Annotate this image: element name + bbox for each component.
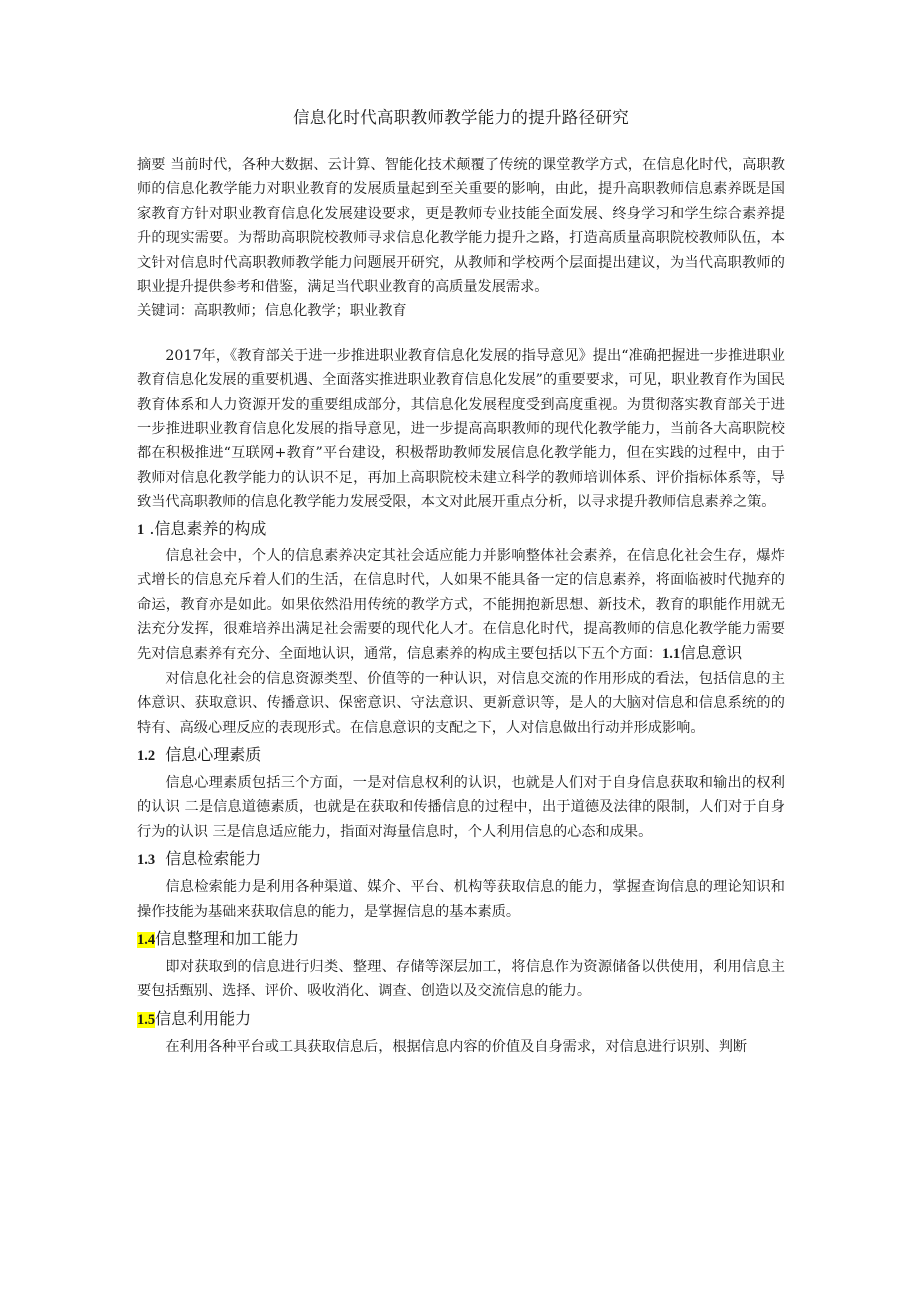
paper-title: 信息化时代高职教师教学能力的提升路径研究 xyxy=(293,108,629,127)
subsection-1-1-paragraph: 对信息化社会的信息资源类型、价值等的一种认识，对信息交流的作用形成的看法，包括信息的主体意识、获取意识、传播意识、保密意识、守法意识、更新意识等，是人的大脑对信息和信息系统的的特有、高级心理反应的表现形式。在信息意识的支配之下，人对信息做出行动并形成影响。 xyxy=(137,670,785,736)
keywords: 关键词：高职教师；信息化教学；职业教育 xyxy=(137,303,407,320)
subsection-number: 1.2 xyxy=(137,747,156,764)
paragraph-gap xyxy=(137,324,785,344)
section-number: 1 xyxy=(137,521,145,538)
section-heading-1-2 xyxy=(137,740,785,771)
subsection-title: 信息检索能力 xyxy=(165,849,262,869)
subsection-1-3-paragraph: 信息检索能力是利用各种渠道、媒介、平台、机构等获取信息的能力，掌握查询信息的理论知识和操作技能为基础来获取信息的能力，是掌握信息的基本素质。 xyxy=(137,879,785,920)
intro-paragraph: 2017年，《教育部关于进一步推进职业教育信息化发展的指导意见》提出“准确把握进一步推进职业教育信息化发展的重要机遇、全面落实推进职业教育信息化发展”的重要要求，可见，职业教育作为国民教育体系和人力资源开发的重要组成部分，其信息化发展程度受到高度重视。为贯彻落实教育部关于进一步推进职业教育信息化发展的指导意见，进一步提高高职教师的现代化教学能力，当前各大高职院校都在积极推进“互联网+教育”平台建设，积极帮助教师发展信息化教学能力，但在实践的过程中，由于教师对信息化教学能力的认识不足，再加上高职院校未建立科学的教师培训体系、评价指标体系等，导致当代高职教师的信息化教学能力发展受限，本文对此展开重点分析，以寻求提升教师信息素养之策。 xyxy=(137,347,785,511)
section-heading-1-5 xyxy=(137,1004,785,1035)
abstract xyxy=(137,153,785,299)
section-heading-1-4 xyxy=(137,924,785,955)
section-1-paragraph xyxy=(137,544,785,667)
subsection-number-highlighted: 1.5 xyxy=(137,1011,156,1028)
subsection-number-highlighted: 1.4 xyxy=(137,931,156,948)
subsection-title: 信息利用能力 xyxy=(155,1008,252,1028)
subsection-1-2-paragraph: 信息心理素质包括三个方面，一是对信息权利的认识，也就是人们对于自身信息获取和输出的权利的认识 二是信息道德素质，也就是在获取和传播信息的过程中，出于道德及法律的限制，人们对于自身行为的认识 三是信息适应能力，指面对海量信息时，个人利用信息的心态和成果。 xyxy=(137,774,785,840)
subsection-1-4-paragraph: 即对获取到的信息进行归类、整理、存储等深层加工，将信息作为资源储备以供使用，利用信息主要包括甄别、选择、评价、吸收消化、调查、创造以及交流信息的能力。 xyxy=(137,958,785,1000)
abstract-label: 摘要 xyxy=(137,157,166,173)
subsection-number: 1.3 xyxy=(137,852,156,869)
section-heading-1 xyxy=(137,515,785,544)
section-heading-1-3 xyxy=(137,844,785,875)
abstract-text: 当前时代，各种大数据、云计算、智能化技术颠覆了传统的课堂教学方式，在信息化时代，高职教师的信息化教学能力对职业教育的发展质量起到至关重要的影响，由此，提升高职教师信息素养既是国家教育方针对职业教育信息化发展建设要求，更是教师专业技能全面发展、终身学习和学生综合素养提升的现实需要。为帮助高职院校教师寻求信息化教学能力提升之路，打造高质量高职院校教师队伍，本文针对信息时代高职教师教学能力问题展开研究，从教师和学校两个层面提出建议，为当代高职教师的职业提升提供参考和借鉴，满足当代职业教育的高质量发展需求。 xyxy=(137,157,785,296)
subsection-title: 信息整理和加工能力 xyxy=(155,928,300,948)
subsection-1-5-paragraph: 在利用各种平台或工具获取信息后，根据信息内容的价值及自身需求，对信息进行识别、判断 xyxy=(165,1038,748,1055)
subsection-title: 信息心理素质 xyxy=(165,744,262,764)
document-body xyxy=(137,100,785,1059)
section-title: .信息素养的构成 xyxy=(149,518,267,538)
subsection-number: 1.1 xyxy=(661,646,681,663)
subsection-title: 信息意识 xyxy=(680,644,743,663)
section-1-text: 信息社会中，个人的信息素养决定其社会适应能力并影响整体社会素养，在信息化社会生存，爆炸式增长的信息充斥着人们的生活，在信息时代，人如果不能具备一定的信息素养，将面临被时代抛弃的命运，教育亦是如此。如果依然沿用传统的教学方式，不能拥抱新思想、新技术，教育的职能作用就无法充分发挥，很难培养出满足社会需要的现代化人才。在信息化时代，提高教师的信息化教学能力需要先对信息素养有充分、全面地认识，通常，信息素养的构成主要包括以下五个方面： xyxy=(137,547,785,663)
